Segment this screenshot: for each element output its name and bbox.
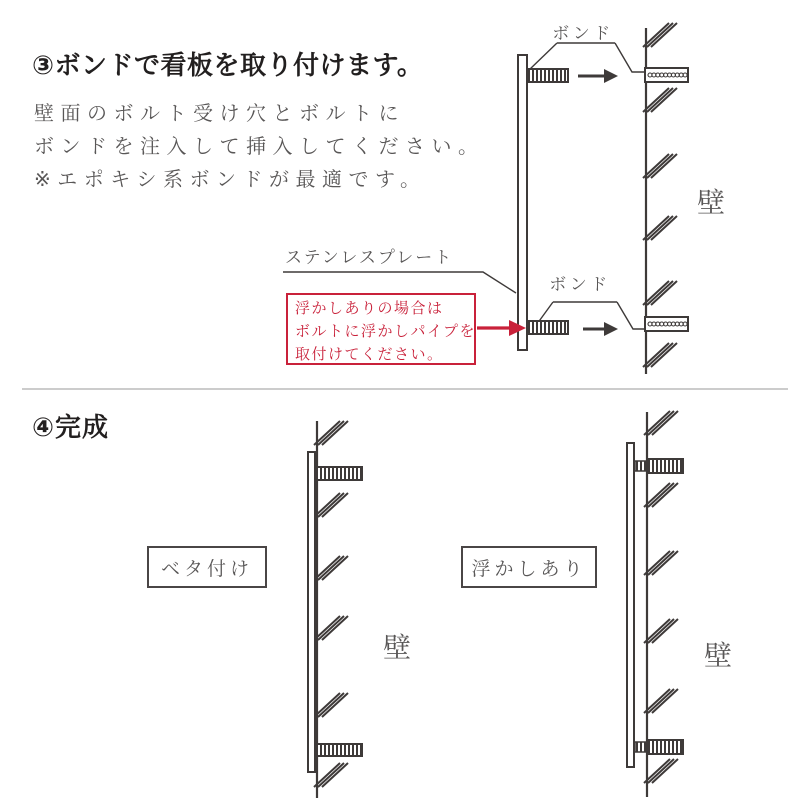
wall-hatch-icon: [643, 343, 677, 367]
bond-hole-icon: [645, 317, 688, 331]
bond-label-top: ボンド: [552, 24, 614, 43]
stainless-plate-label: ステンレスプレート: [285, 248, 454, 267]
float-mount-note-line: ボルトに浮かしパイプを: [295, 323, 477, 340]
float-mount-note: [286, 293, 476, 365]
flush-mount-tag: [147, 546, 267, 588]
arrow-right-icon: [578, 69, 618, 83]
bond-leader-top: [529, 43, 645, 72]
step3-description-line: ※エポキシ系ボンドが最適です。: [34, 169, 427, 191]
wall-hatch-icon: [643, 281, 677, 305]
bolt-icon: [527, 321, 568, 334]
bolt-icon: [527, 69, 568, 82]
wall-label-float: 壁: [704, 640, 733, 671]
bolt-icon: [647, 740, 683, 754]
plate-leader-line: [283, 272, 516, 293]
float-mount-tag: [461, 546, 597, 588]
float-mount-note-line: 浮かしありの場合は: [295, 300, 444, 317]
spacer-pipe-icon: [635, 742, 647, 752]
step3-title: ③ボンドで看板を取り付けます。: [32, 50, 424, 80]
float-mount-tag-label: 浮かしあり: [471, 558, 587, 580]
bolt-icon: [315, 467, 362, 480]
wall-hatch-icon: [314, 616, 348, 640]
step4-title: ④完成: [32, 412, 110, 442]
spacer-pipe-icon: [635, 461, 647, 471]
stainless-plate-flush: [308, 452, 315, 772]
step3-description: [34, 98, 485, 197]
bond-label-bottom: ボンド: [549, 275, 611, 294]
wall-hatch-icon: [644, 483, 678, 507]
stainless-plate-float: [627, 443, 634, 767]
wall-hatch-icon: [314, 421, 348, 445]
wall-hatch-icon: [643, 23, 677, 47]
wall-label-flush: 壁: [383, 632, 412, 663]
section-divider: [22, 388, 788, 390]
step3-description-line: ボンドを注入して挿入してください。: [34, 136, 485, 158]
bolt-icon: [315, 744, 362, 756]
wall-hatch-icon: [643, 216, 677, 240]
wall-hatch-icon: [314, 763, 348, 787]
stainless-plate-step3: [518, 55, 527, 350]
wall-hatch-icon: [644, 689, 678, 713]
wall-hatch-icon: [314, 693, 348, 717]
wall-hatch-icon: [644, 759, 678, 783]
step3-description-line: 壁面のボルト受け穴とボルトに: [34, 103, 405, 125]
arrow-right-icon: [583, 322, 618, 336]
wall-hatch-icon: [314, 556, 348, 580]
wall-hatch-icon: [644, 411, 678, 435]
wall-hatch-icon: [643, 88, 677, 112]
bond-hole-icon: [645, 68, 688, 82]
wall-hatch-icon: [643, 154, 677, 178]
flush-mount-tag-label: ベタ付け: [160, 558, 253, 580]
wall-label-step3: 壁: [697, 187, 726, 218]
wall-hatch-icon: [644, 619, 678, 643]
wall-hatch-icon: [314, 493, 348, 517]
bolt-icon: [647, 459, 683, 473]
wall-hatch-icon: [644, 551, 678, 575]
float-mount-note-line: 取付けてください。: [295, 346, 444, 363]
